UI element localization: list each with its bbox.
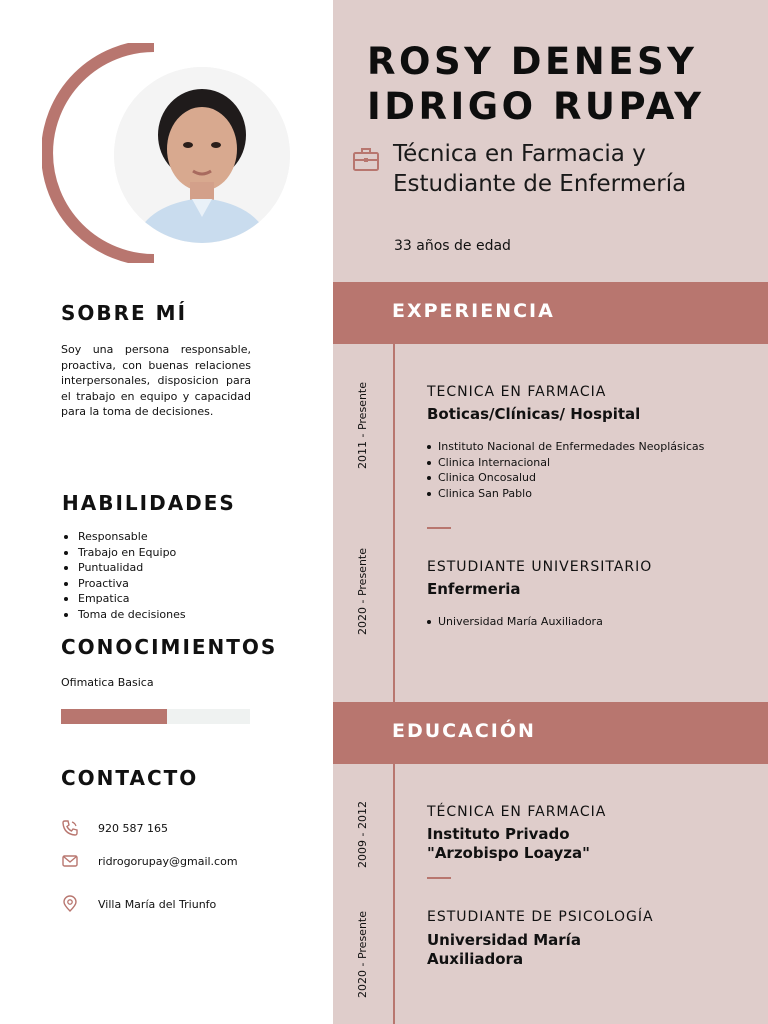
avatar bbox=[114, 67, 290, 243]
contact-location bbox=[61, 895, 216, 913]
experience-org-1: Boticas/Clínicas/ Hospital bbox=[427, 405, 641, 423]
knowledge-title: CONOCIMIENTOS bbox=[61, 635, 278, 659]
phone-icon bbox=[61, 819, 79, 837]
name-line-2: IDRIGO RUPAY bbox=[367, 85, 705, 128]
skills-title: HABILIDADES bbox=[62, 491, 236, 515]
list-item: Clinica Internacional bbox=[427, 455, 704, 471]
experience-list-2 bbox=[427, 614, 603, 630]
list-item: Empatica bbox=[61, 591, 186, 607]
profile-photo-frame bbox=[42, 43, 262, 263]
experience-list-1 bbox=[427, 439, 704, 501]
list-item: Clinica San Pablo bbox=[427, 486, 704, 502]
contact-title: CONTACTO bbox=[61, 766, 199, 790]
email-address: ridrogorupay@gmail.com bbox=[98, 854, 238, 868]
education-title: EDUCACIÓN bbox=[392, 720, 536, 742]
about-title: SOBRE MÍ bbox=[61, 301, 188, 325]
location-text: Villa María del Triunfo bbox=[98, 897, 217, 911]
knowledge-level-fill bbox=[61, 709, 167, 724]
name-line-1: ROSY DENESY bbox=[367, 40, 698, 83]
list-item: Instituto Nacional de Enfermedades Neoplásicas bbox=[427, 439, 704, 455]
experience-org-2: Enfermeria bbox=[427, 580, 521, 598]
location-pin-icon bbox=[61, 895, 79, 913]
experience-header bbox=[333, 282, 768, 344]
entry-divider bbox=[427, 527, 451, 529]
list-item: Trabajo en Equipo bbox=[61, 545, 186, 561]
education-org-1-line-2: "Arzobispo Loayza" bbox=[427, 844, 590, 862]
contact-phone bbox=[61, 819, 168, 837]
education-org-2-line-1: Universidad María bbox=[427, 931, 581, 949]
list-item: Responsable bbox=[61, 529, 186, 545]
experience-caption-1: TECNICA EN FARMACIA bbox=[427, 384, 607, 400]
experience-date-1: 2011 - Presente bbox=[356, 382, 369, 469]
knowledge-item: Ofimatica Basica bbox=[61, 676, 154, 689]
education-timeline-line bbox=[393, 764, 395, 1024]
education-org-2-line-2: Auxiliadora bbox=[427, 950, 524, 968]
experience-caption-2: ESTUDIANTE UNIVERSITARIO bbox=[427, 559, 653, 575]
experience-timeline-line bbox=[393, 344, 395, 702]
age-text: 33 años de edad bbox=[394, 238, 511, 254]
education-caption-1: TÉCNICA EN FARMACIA bbox=[427, 804, 607, 820]
contact-email bbox=[61, 852, 238, 870]
list-item: Clinica Oncosalud bbox=[427, 470, 704, 486]
education-date-2: 2020 - Presente bbox=[356, 911, 369, 998]
list-item: Puntualidad bbox=[61, 560, 186, 576]
briefcase-icon bbox=[352, 146, 380, 172]
page-title bbox=[367, 39, 705, 129]
entry-divider bbox=[427, 877, 451, 879]
education-org-2 bbox=[427, 931, 581, 969]
list-item: Toma de decisiones bbox=[61, 607, 186, 623]
phone-number: 920 587 165 bbox=[98, 821, 168, 835]
list-item: Proactiva bbox=[61, 576, 186, 592]
education-org-1 bbox=[427, 825, 590, 863]
education-org-1-line-1: Instituto Privado bbox=[427, 825, 570, 843]
list-item: Universidad María Auxiliadora bbox=[427, 614, 603, 630]
knowledge-level-bar bbox=[61, 709, 250, 724]
about-text: Soy una persona responsable, proactiva, con buenas relaciones interpersonales, disposicion para el trabajo en equipo y capacidad para la toma de decisiones. bbox=[61, 343, 251, 419]
mail-icon bbox=[61, 852, 79, 870]
experience-date-2: 2020 - Presente bbox=[356, 548, 369, 635]
job-title bbox=[393, 139, 686, 199]
education-header bbox=[333, 702, 768, 764]
role-line-2: Estudiante de Enfermería bbox=[393, 171, 687, 197]
experience-title: EXPERIENCIA bbox=[392, 300, 555, 322]
role-line-1: Técnica en Farmacia y bbox=[393, 141, 646, 167]
skills-list bbox=[61, 529, 186, 623]
education-caption-2: ESTUDIANTE DE PSICOLOGÍA bbox=[427, 909, 654, 925]
education-date-1: 2009 - 2012 bbox=[356, 801, 369, 868]
